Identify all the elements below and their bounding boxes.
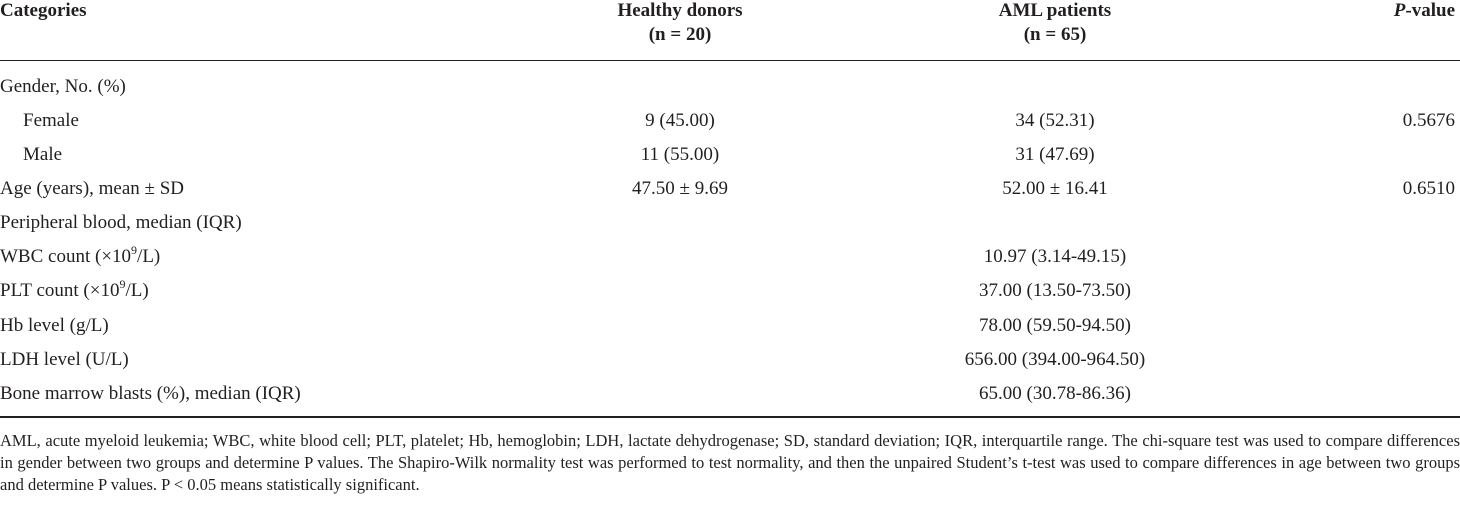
row-wbc-aml: 10.97 (3.14-49.15) <box>983 246 1127 267</box>
header-aml-patients: AML patients <box>998 0 1112 21</box>
header-rule <box>0 60 1460 61</box>
header-healthy-donors: Healthy donors <box>617 0 743 21</box>
row-age-aml: 52.00 ± 16.41 <box>1002 178 1108 199</box>
row-age-p: 0.6510 <box>1402 178 1455 199</box>
row-wbc-label: WBC count $(\times 10^9/L)$ <box>0 242 161 267</box>
row-female-label: Female <box>23 110 79 131</box>
row-age-label: Age (years), mean ± SD <box>0 178 185 199</box>
row-male-aml: 31 (47.69) <box>1015 144 1095 165</box>
row-hb-label: Hb level (g/L) <box>0 315 109 336</box>
row-plt-aml: 37.00 (13.50-73.50) <box>979 280 1131 301</box>
row-gender-label: Gender, No. (%) <box>0 76 126 97</box>
row-age-healthy: 47.50 ± 9.69 <box>632 178 728 199</box>
row-plt-label: PLT count $(\times 10^9/L)$ <box>0 276 149 301</box>
row-male-healthy: 11 (55.00) <box>640 144 720 165</box>
row-female-aml: 34 (52.31) <box>1015 110 1095 131</box>
row-ldh-aml: 656.00 (394.00-964.50) <box>964 349 1146 370</box>
row-female-p: 0.5676 <box>1402 110 1455 131</box>
row-hb-aml: 78.00 (59.50-94.50) <box>979 315 1131 336</box>
header-aml-n: (n = 65) <box>1023 24 1087 45</box>
row-peripheral-blood-label: Peripheral blood, median (IQR) <box>0 212 242 233</box>
table-bottom-rule <box>0 416 1460 418</box>
row-male-label: Male <box>23 144 63 165</box>
row-female-healthy: 9 (45.00) <box>645 110 715 131</box>
row-ldh-label: LDH level (U/L) <box>0 349 129 370</box>
row-bone-marrow-aml: 65.00 (30.78-86.36) <box>979 383 1131 404</box>
header-healthy-n: (n = 20) <box>648 24 712 45</box>
header-p-value: P-value <box>1393 0 1455 21</box>
row-bone-marrow-label: Bone marrow blasts (%), median (IQR) <box>0 383 301 404</box>
header-categories: Categories <box>0 0 87 21</box>
table-footnote: AML, acute myeloid leukemia; WBC, white blood cell; PLT, platelet; Hb, hemoglobin; LDH, lactate dehydrogenase; SD, standard deviation; IQR, interquartile range. The chi-square test was used to compare differences in gender between two groups and determine P values. The Shapiro-Wilk normality test was performed to test normality, and then the unpaired Student’s t-test was used to compare differences in age between two groups and determine P values. P < 0.05 means statistically significant. <box>0 431 1460 494</box>
